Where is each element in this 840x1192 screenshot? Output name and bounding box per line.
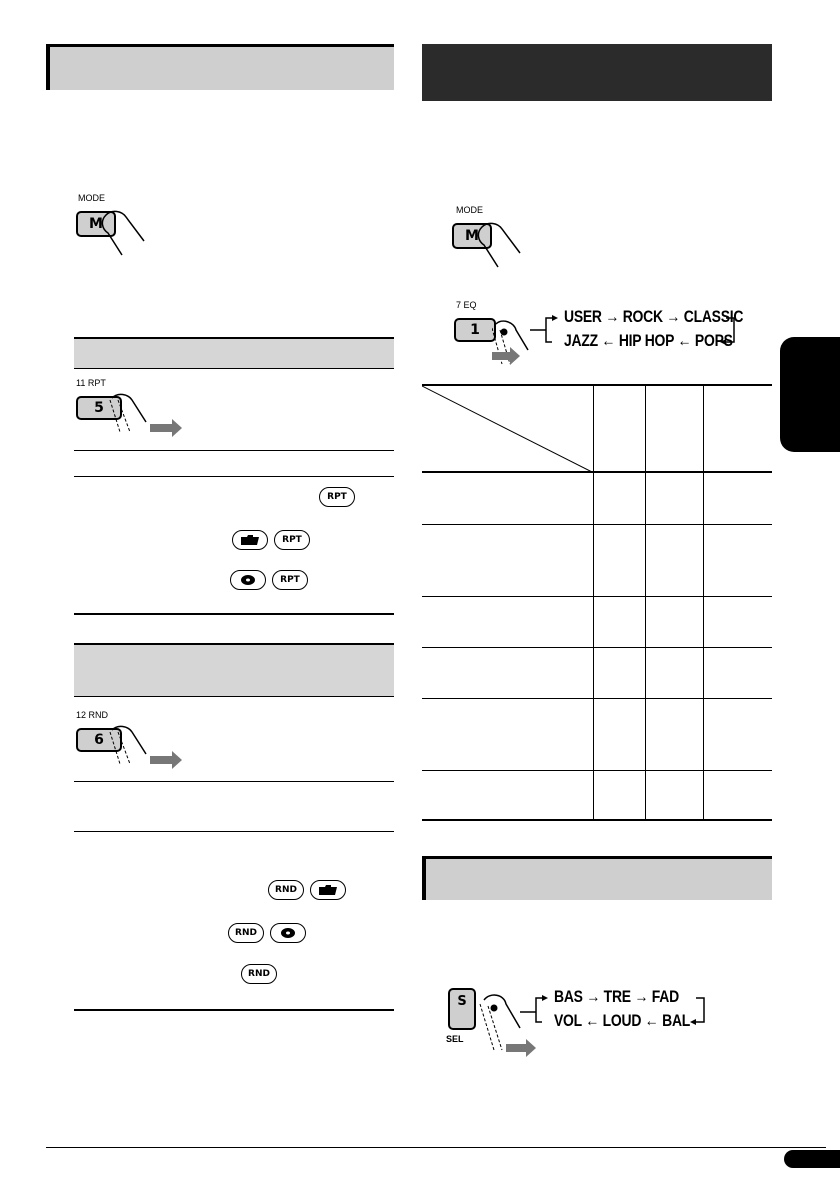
sel-bas: BAS [554, 987, 583, 1006]
arrow-right-icon: → [666, 307, 681, 326]
random-table-header [74, 645, 394, 696]
right-section-header-sound [422, 856, 772, 900]
eq-table-row-rule-2 [422, 596, 772, 597]
arrow-right-icon: → [605, 307, 620, 326]
eq-rock: ROCK [622, 307, 663, 326]
repeat-button-label: 11 RPT [76, 378, 106, 388]
arrow-left-icon: ← [585, 1011, 600, 1030]
sel-row-1 [554, 987, 718, 1007]
random-key: 6 [76, 728, 122, 752]
eq-row-2 [564, 331, 744, 351]
eq-table-header-rule [422, 471, 772, 473]
eq-table-row-rule-1 [422, 524, 772, 525]
repeat-table-rule-2 [74, 476, 394, 477]
disc-icon [230, 570, 266, 590]
eq-table-row-rule-3 [422, 647, 772, 648]
finger-slide-icon-2 [106, 724, 186, 772]
mode-key-right: M [452, 223, 492, 249]
eq-row-1 [564, 307, 744, 327]
mode-button-illustration-left [76, 193, 166, 263]
sel-bal: BAL [662, 1011, 691, 1030]
random-button-illustration [76, 710, 186, 772]
eq-table-bottom-rule [422, 819, 772, 821]
rpt-indicator-icon-2: RPT [274, 530, 310, 550]
folder-icon [232, 530, 268, 550]
left-section-header [46, 44, 394, 90]
random-table-bottom-rule [74, 1009, 394, 1011]
eq-user: USER [564, 307, 602, 326]
finger-press-icon [96, 207, 166, 263]
arrow-left-icon: ← [677, 331, 692, 350]
mode-label: MODE [78, 193, 105, 203]
page-number-tab [784, 1150, 840, 1168]
eq-table-col-3 [703, 386, 704, 820]
random-button-label: 12 RND [76, 710, 109, 720]
rpt-indicator-icon-3: RPT [272, 570, 308, 590]
repeat-table-header-rule [74, 368, 394, 369]
eq-classic: CLASSIC [683, 307, 744, 326]
rpt-indicator-icon: RPT [319, 487, 355, 507]
mode-button-illustration-right [452, 205, 542, 275]
rnd-indicator-icon-2: RND [228, 923, 264, 943]
eq-table-col-2 [645, 386, 646, 820]
mode-label-right: MODE [456, 205, 483, 215]
eq-jazz: JAZZ [564, 331, 598, 350]
sel-fad: FAD [651, 987, 679, 1006]
eq-table-row-rule-5 [422, 770, 772, 771]
arrow-right-icon: → [634, 987, 649, 1006]
folder-icon-2 [310, 880, 346, 900]
arrow-right-icon: → [586, 987, 601, 1006]
eq-pops: POPS [694, 331, 733, 350]
random-table-rule-1 [74, 781, 394, 782]
disc-icon-2 [270, 923, 306, 943]
sel-tre: TRE [603, 987, 631, 1006]
sel-loud: LOUD [602, 1011, 642, 1030]
repeat-key: 5 [76, 396, 122, 420]
eq-key: 1 [454, 318, 496, 342]
language-side-tab [780, 337, 840, 452]
eq-table-col-1 [593, 386, 594, 820]
repeat-table-rule-1 [74, 450, 394, 451]
sel-vol: VOL [554, 1011, 582, 1030]
eq-button-label: 7 EQ [456, 300, 477, 310]
finger-press-icon-right [472, 219, 542, 275]
mode-key: M [76, 211, 116, 237]
rnd-indicator-icon: RND [268, 880, 304, 900]
sel-row-2 [554, 1011, 718, 1031]
sel-label: SEL [446, 1034, 464, 1044]
repeat-table-bottom-rule [74, 613, 394, 615]
finger-slide-icon [106, 392, 186, 440]
arrow-left-icon: ← [644, 1011, 659, 1030]
repeat-table-header [74, 339, 394, 368]
repeat-button-illustration [76, 378, 186, 440]
random-table-header-rule [74, 696, 394, 697]
sel-key: S [448, 988, 476, 1030]
arrow-left-icon: ← [601, 331, 616, 350]
footer-rule [46, 1147, 826, 1148]
eq-table-row-rule-4 [422, 698, 772, 699]
eq-table-diagonal [422, 386, 594, 472]
rnd-indicator-icon-3: RND [241, 964, 277, 984]
right-section-header-dark [422, 44, 772, 101]
eq-hip-hop: HIP HOP [618, 331, 674, 350]
random-table-rule-2 [74, 831, 394, 832]
